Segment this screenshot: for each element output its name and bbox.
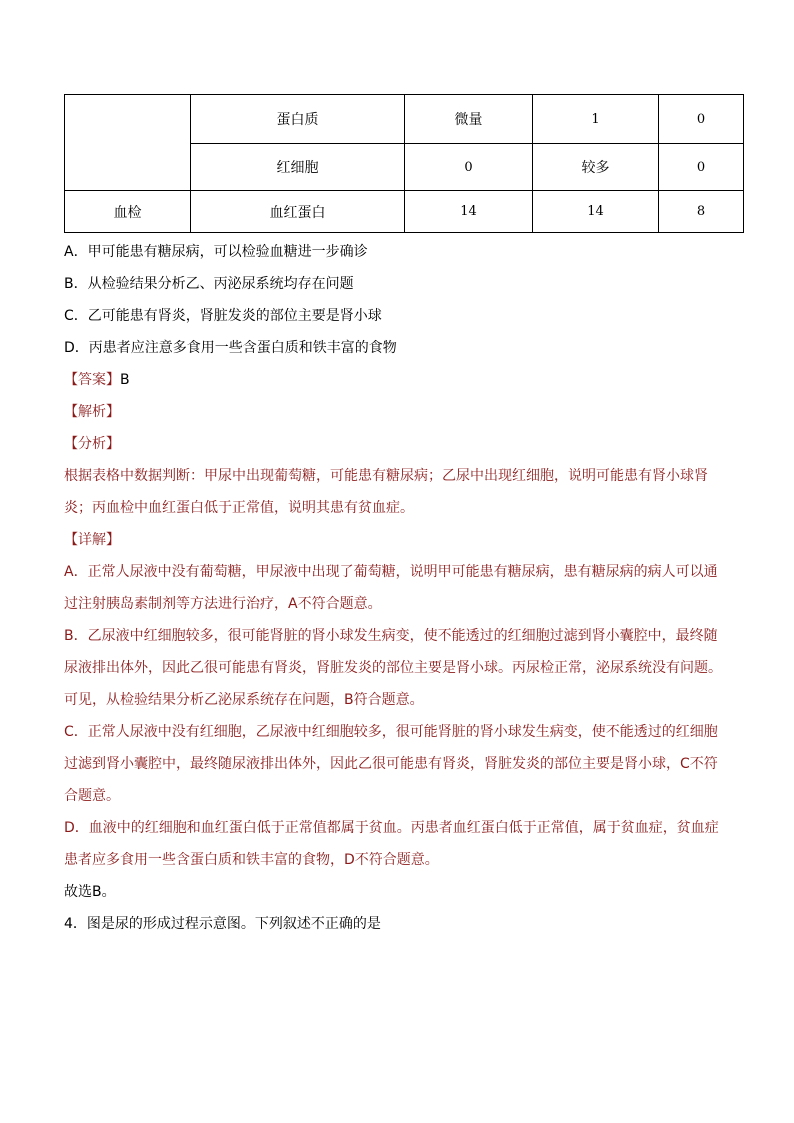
- detail-line: 尿液排出体外，因此乙很可能患有肾炎，肾脏发炎的部位主要是肾小球。丙尿检正常，泌尿系统没有问题。: [64, 660, 722, 676]
- answer-label: 【答案】: [64, 372, 120, 388]
- table-cell-value: 14: [405, 191, 533, 233]
- table-cell-item: 蛋白质: [191, 95, 405, 144]
- table-cell-value: 1: [533, 95, 659, 144]
- table-row: [65, 95, 744, 144]
- table-cell-value: 0: [659, 144, 744, 191]
- option-a: A．甲可能患有糖尿病，可以检验血糖进一步确诊: [64, 244, 368, 260]
- option-d: D．丙患者应注意多食用一些含蛋白质和铁丰富的食物: [64, 340, 397, 356]
- fenxi-line: 根据表格中数据判断：甲尿中出现葡萄糖，可能患有糖尿病；乙尿中出现红细胞，说明可能患有肾小球肾: [64, 468, 708, 484]
- table-cell-category: 血检: [65, 191, 191, 233]
- table-cell-value: 8: [659, 191, 744, 233]
- conclusion: 故选B。: [64, 884, 116, 900]
- answer-line: [64, 369, 130, 389]
- table-cell-item: 红细胞: [191, 144, 405, 191]
- detail-line: 过注射胰岛素制剂等方法进行治疗，A不符合题意。: [64, 596, 382, 612]
- urine-blood-test-table: [64, 94, 744, 233]
- fenxi-line: 炎；丙血检中血红蛋白低于正常值，说明其患有贫血症。: [64, 500, 414, 516]
- detail-line: 过滤到肾小囊腔中，最终随尿液排出体外，因此乙很可能患有肾炎，肾脏发炎的部位主要是肾小球，C不符: [64, 756, 718, 772]
- analysis-label: 【解析】: [64, 404, 120, 420]
- table-cell-value: 较多: [533, 144, 659, 191]
- detail-line: D．血液中的红细胞和血红蛋白低于正常值都属于贫血。丙患者血红蛋白低于正常值，属于贫血症，贫血症: [64, 820, 719, 836]
- table-cell-category: [65, 95, 191, 191]
- fenxi-label: 【分析】: [64, 436, 120, 452]
- detail-line: 合题意。: [64, 788, 120, 804]
- table-cell-value: 14: [533, 191, 659, 233]
- detail-line: C．正常人尿液中没有红细胞，乙尿液中红细胞较多，很可能肾脏的肾小球发生病变，使不能透过的红细胞: [64, 724, 718, 740]
- next-question: 4．图是尿的形成过程示意图。下列叙述不正确的是: [64, 916, 381, 932]
- table-row: [65, 191, 744, 233]
- detail-label: 【详解】: [64, 532, 120, 548]
- option-b: B．从检验结果分析乙、丙泌尿系统均存在问题: [64, 276, 354, 292]
- table-cell-value: 微量: [405, 95, 533, 144]
- option-c: C．乙可能患有肾炎，肾脏发炎的部位主要是肾小球: [64, 308, 382, 324]
- detail-line: 可见，从检验结果分析乙泌尿系统存在问题，B符合题意。: [64, 692, 424, 708]
- table-cell-value: 0: [659, 95, 744, 144]
- answer-value: B: [120, 372, 130, 388]
- detail-line: 患者应多食用一些含蛋白质和铁丰富的食物，D不符合题意。: [64, 852, 439, 868]
- table-cell-value: 0: [405, 144, 533, 191]
- detail-line: A．正常人尿液中没有葡萄糖，甲尿液中出现了葡萄糖，说明甲可能患有糖尿病，患有糖尿病的病人可以通: [64, 564, 718, 580]
- table-cell-item: 血红蛋白: [191, 191, 405, 233]
- detail-line: B．乙尿液中红细胞较多，很可能肾脏的肾小球发生病变，使不能透过的红细胞过滤到肾小囊腔中，最终随: [64, 628, 718, 644]
